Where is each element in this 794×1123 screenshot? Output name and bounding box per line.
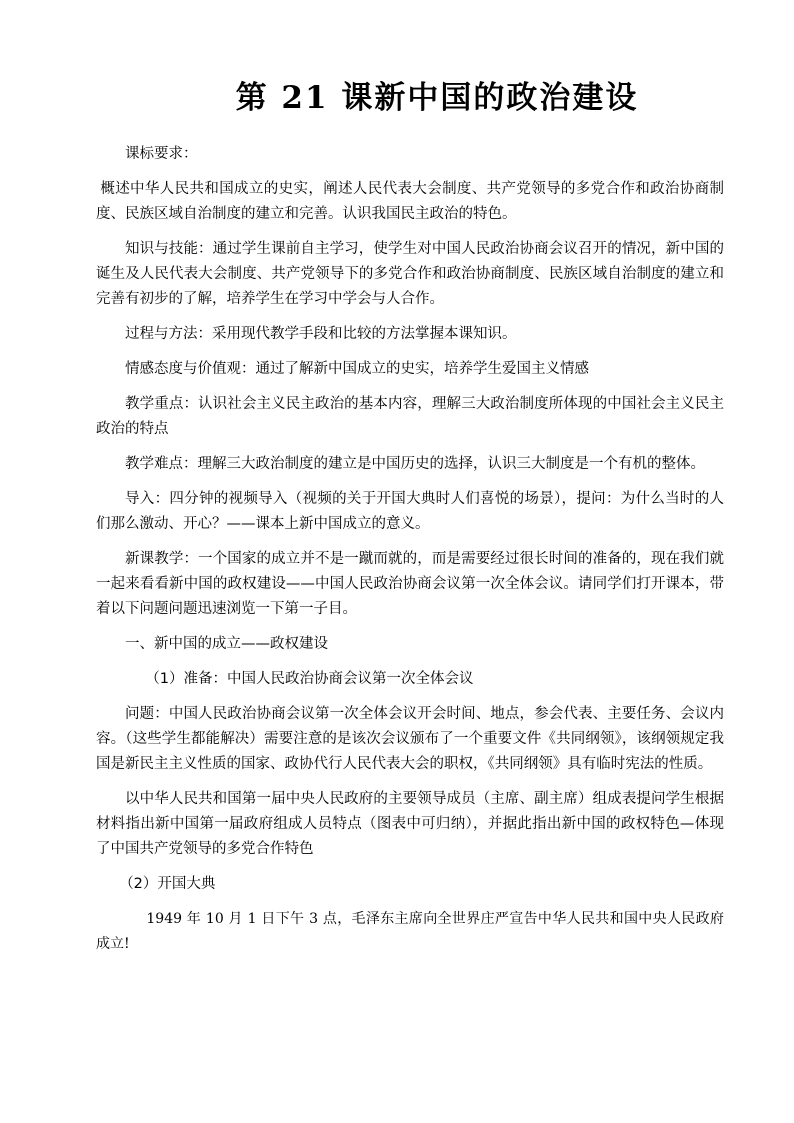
government-members-paragraph: 以中华人民共和国第一届中央人民政府的主要领导成员（主席、副主席）组成表提问学生根据材料指出新中国第一届政府组成人员特点（图表中可归纳），并据此指出新中国的政权特色—体现了中国共产党领导的多党合作特色 — [96, 791, 724, 857]
page-title: 第 21 课新中国的政治建设 — [235, 80, 639, 116]
process-methods: 过程与方法：采用现代教学手段和比较的方法掌握本课知识。 — [125, 326, 517, 342]
curriculum-heading: 课标要求： — [125, 146, 198, 162]
section-heading-1: 一、新中国的成立——政权建设 — [125, 636, 328, 652]
subsection-founding-ceremony: （2）开国大典 — [119, 876, 216, 892]
subsection-preparation: （1）准备：中国人民政治协商会议第一次全体会议 — [145, 671, 474, 687]
document-body — [96, 142, 724, 967]
knowledge-skills: 知识与技能：通过学生课前自主学习，使学生对中国人民政治协商会议召开的情况，新中国的诞生及人民代表大会制度、共产党领导下的多党合作和政治协商制度、民族区域自治制度的建立和完善有初步的了解，培养学生在学习中学会与人合作。 — [96, 241, 724, 307]
new-lesson-teaching: 新课教学：一个国家的成立并不是一蹴而就的，而是需要经过很长时间的准备的，现在我们就一起来看看新中国的政权建设——中国人民政治协商会议第一次全体会议。请同学们打开课本，带着以下问题问题迅速浏览一下第一子目。 — [96, 551, 724, 617]
founding-ceremony-text: 1949 年 10 月 1 日下午 3 点，毛泽东主席向全世界庄严宣告中华人民共和国中央人民政府成立! — [96, 911, 724, 952]
curriculum-requirement: 概述中华人民共和国成立的史实，阐述人民代表大会制度、共产党领导的多党合作和政治协商制度、民族区域自治制度的建立和完善。认识我国民主政治的特色。 — [96, 181, 724, 222]
teaching-difficulties: 教学难点：理解三大政治制度的建立是中国历史的选择，认识三大制度是一个有机的整体。 — [125, 456, 705, 472]
teaching-key-points: 教学重点：认识社会主义民主政治的基本内容，理解三大政治制度所体现的中国社会主义民主政治的特点 — [96, 396, 724, 437]
question-paragraph: 问题：中国人民政治协商会议第一次全体会议开会时间、地点，参会代表、主要任务、会议内容。（这些学生都能解决）需要注意的是该次会议颁布了一个重要文件《共同纲领》，该纲领规定我国是新民主主义性质的国家、政协代行人民代表大会的职权，《共同纲领》具有临时宪法的性质。 — [96, 706, 724, 772]
introduction: 导入：四分钟的视频导入（视频的关于开国大典时人们喜悦的场景），提问：为什么当时的人们那么激动、开心？——课本上新中国成立的意义。 — [96, 491, 724, 532]
emotion-values: 情感态度与价值观：通过了解新中国成立的史实，培养学生爱国主义情感 — [125, 361, 589, 377]
